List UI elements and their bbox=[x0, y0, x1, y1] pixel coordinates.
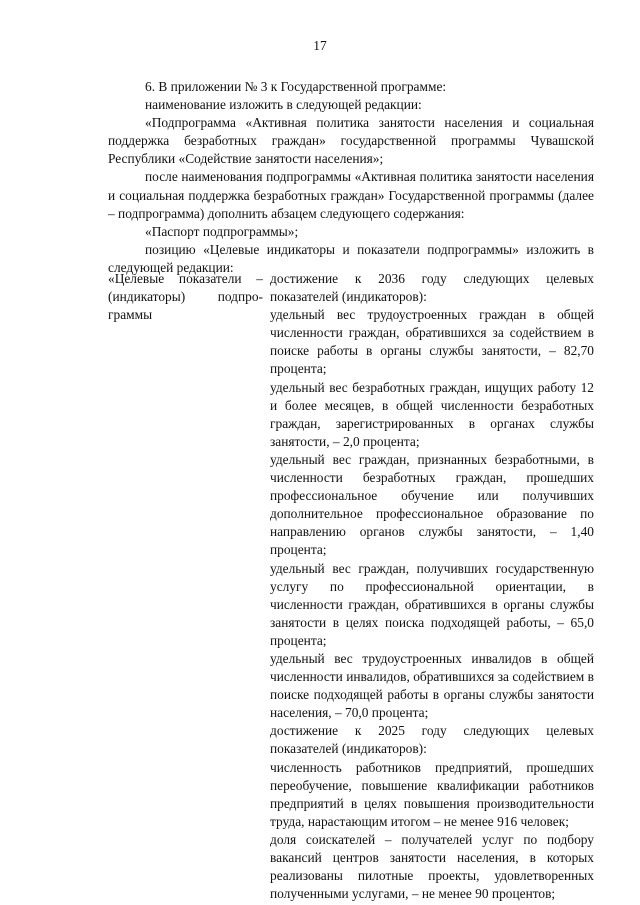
indicator-paragraph: удельный вес трудоустроенных инвалидов в общей численности инвалидов, обратившихся за содействием в поиске подходящей работы в органы службы занятости населения, – 70,0 процента; bbox=[270, 650, 594, 721]
indicator-label-line: «Целевые показатели – bbox=[108, 271, 263, 286]
indicator-paragraph: численность работников предприятий, прошедших переобучение, повышение квалификации работников предприятий в целях повышения производительности труда, нарастающим итогом – не менее 916 человек; bbox=[270, 759, 594, 829]
page-number: 17 bbox=[313, 38, 327, 53]
intro-paragraph: наименование изложить в следующей редакции: bbox=[145, 97, 422, 113]
intro-section bbox=[108, 78, 594, 277]
indicator-label-cell bbox=[108, 270, 263, 903]
indicator-paragraph: удельный вес граждан, получивших государственную услугу по профессиональной ориентации, в численности граждан, обратившихся в органы службы занятости в целях поиска подходящей работы, – 65,0 процента; bbox=[270, 560, 594, 648]
indicator-paragraph: удельный вес трудоустроенных граждан в общей численности граждан, обратившихся за содействием в поиске работы в органы службы занятости, – 82,70 процента; bbox=[270, 307, 594, 377]
passport-table bbox=[108, 270, 594, 903]
indicator-paragraph: удельный вес граждан, признанных безработными, в численности безработных граждан, прошедших профессиональное обучение или получивших дополнительное профессиональное образование по направлению органов службы занятости, – 1,40 процента; bbox=[270, 451, 594, 558]
intro-paragraph: «Подпрограмма «Активная политика занятости населения и социальная поддержка безработных граждан» государственной программы Чувашской Республики «Содействие занятости населения»; bbox=[108, 115, 594, 167]
indicator-paragraph: достижение к 2036 году следующих целевых показателей (индикаторов): bbox=[270, 271, 594, 305]
intro-paragraph: «Паспорт подпрограммы»; bbox=[145, 223, 299, 239]
indicator-paragraph: доля соискателей – получателей услуг по подбору вакансий центров занятости населения, в которых реализованы пилотные проекты, удовлетворенных полученными услугами, – не менее 90 процентов; bbox=[270, 831, 594, 902]
indicator-label-line: (индикаторы) подпро- bbox=[108, 289, 263, 305]
intro-paragraph: после наименования подпрограммы «Активная политика занятости населения и социальная поддержка безработных граждан» Государственной программы (далее – подпрограмма) дополнить абзацем следующего содержания: bbox=[108, 169, 594, 221]
indicator-values-cell bbox=[270, 270, 594, 903]
indicator-paragraph: достижение к 2025 году следующих целевых показателей (индикаторов): bbox=[270, 723, 594, 757]
intro-paragraph: позицию «Целевые индикаторы и показатели подпрограммы» изложить в следующей редакции: bbox=[108, 241, 594, 275]
indicator-paragraph: удельный вес безработных граждан, ищущих работу 12 и более месяцев, в общей численности безработных граждан, зарегистрированных в органах службы занятости, – 2,0 процента; bbox=[270, 379, 594, 449]
indicator-label-line: граммы bbox=[108, 307, 153, 323]
table-row bbox=[108, 270, 594, 903]
intro-paragraph: 6. В приложении № 3 к Государственной программе: bbox=[145, 79, 447, 94]
